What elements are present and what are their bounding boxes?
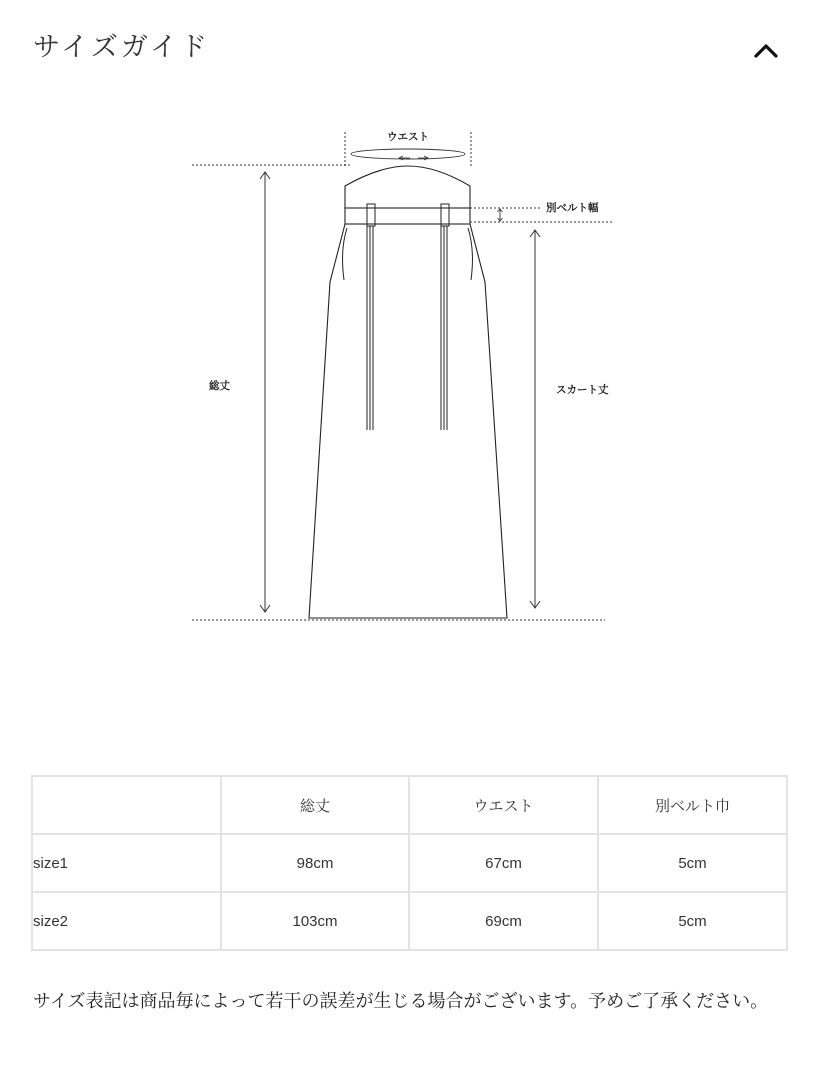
skirt-size-diagram — [0, 110, 817, 650]
table-header-row — [32, 776, 787, 834]
table-cell: 5cm — [598, 892, 787, 950]
table-header-cell — [32, 776, 221, 834]
table-cell: 98cm — [221, 834, 409, 892]
table-header-cell: ウエスト — [409, 776, 598, 834]
table-cell: size1 — [32, 834, 221, 892]
collapse-button[interactable] — [748, 32, 784, 68]
waist-label: ウエスト — [387, 131, 429, 143]
chevron-up-icon — [748, 32, 784, 68]
table-row — [32, 834, 787, 892]
size-table — [31, 775, 788, 951]
skirt-length-label: スカート丈 — [556, 384, 609, 396]
page-title: サイズガイド — [33, 32, 211, 63]
size-disclaimer-note: サイズ表記は商品毎によって若干の誤差が生じる場合がございます。予めご了承ください。 — [33, 991, 769, 1012]
skirt-illustration — [0, 110, 817, 650]
total-length-label: 総丈 — [209, 380, 230, 392]
table-cell: 5cm — [598, 834, 787, 892]
table-header-cell: 別ベルト巾 — [598, 776, 787, 834]
table-header-cell: 総丈 — [221, 776, 409, 834]
table-cell: 69cm — [409, 892, 598, 950]
table-cell: 67cm — [409, 834, 598, 892]
table-cell: 103cm — [221, 892, 409, 950]
table-row — [32, 892, 787, 950]
size-guide-header[interactable] — [0, 0, 817, 100]
table-cell: size2 — [32, 892, 221, 950]
belt-width-label: 別ベルト幅 — [546, 202, 599, 214]
